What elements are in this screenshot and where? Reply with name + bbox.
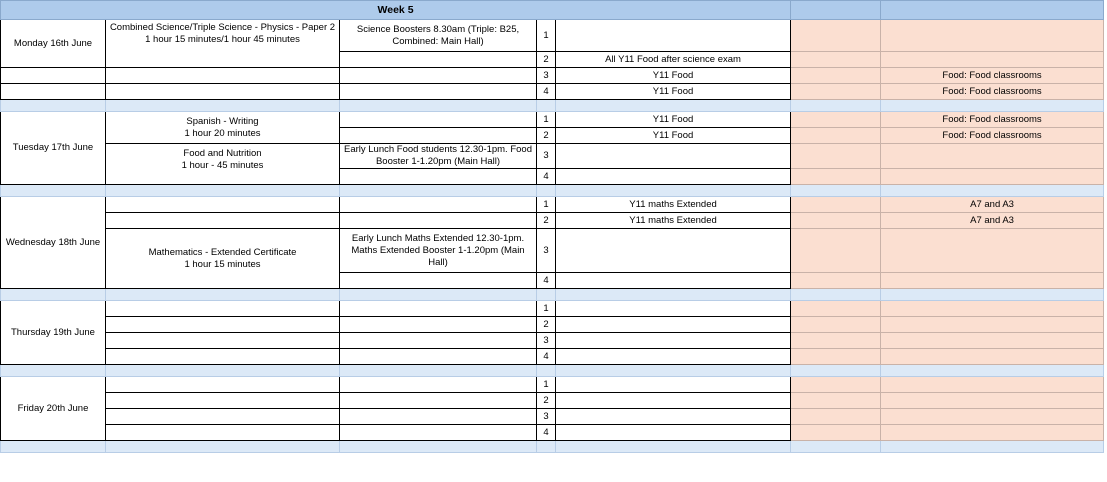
period-number: 1 [537, 377, 556, 393]
booster-cell [340, 197, 537, 213]
exam-duration: 1 hour 15 minutes/1 hour 45 minutes [145, 34, 300, 45]
group-cell [556, 425, 791, 441]
exam-cell [106, 229, 340, 289]
pink-cell [791, 349, 881, 365]
exam-cell [106, 317, 340, 333]
room-cell: Food: Food classrooms [881, 112, 1104, 128]
period-number: 1 [537, 20, 556, 52]
group-cell [556, 301, 791, 317]
group-cell [556, 349, 791, 365]
period-number: 4 [537, 84, 556, 100]
exam-title: Mathematics - Extended Certificate [148, 246, 297, 258]
separator-row [1, 289, 1104, 301]
room-cell [881, 169, 1104, 185]
period-number: 1 [537, 301, 556, 317]
group-cell: Y11 Food [556, 68, 791, 84]
exam-duration: 1 hour 20 minutes [184, 127, 261, 139]
table-row [1, 20, 1104, 52]
exam-duration: 1 hour - 45 minutes [181, 160, 264, 171]
separator-row [1, 365, 1104, 377]
pink-cell [791, 197, 881, 213]
exam-cell [106, 112, 340, 144]
group-cell [556, 393, 791, 409]
pink-cell [791, 425, 881, 441]
room-cell [881, 144, 1104, 169]
period-number: 2 [537, 52, 556, 68]
group-cell [556, 317, 791, 333]
period-number: 4 [537, 169, 556, 185]
room-cell [881, 273, 1104, 289]
exam-cell [106, 84, 340, 100]
table-row [1, 84, 1104, 100]
booster-cell [340, 317, 537, 333]
group-cell [556, 229, 791, 273]
period-number: 2 [537, 128, 556, 144]
booster-cell [340, 52, 537, 68]
exam-cell [106, 20, 340, 68]
separator-row [1, 100, 1104, 112]
pink-cell [791, 273, 881, 289]
header-cell [881, 1, 1104, 20]
room-cell [881, 52, 1104, 68]
day-cell [1, 84, 106, 100]
day-label: Friday 20th June [1, 377, 106, 441]
group-cell [556, 409, 791, 425]
table-row [1, 112, 1104, 128]
pink-cell [791, 393, 881, 409]
booster-cell [340, 213, 537, 229]
header-cell [791, 1, 881, 20]
booster-cell [340, 301, 537, 317]
period-number: 1 [537, 197, 556, 213]
exam-cell [106, 333, 340, 349]
group-cell [556, 273, 791, 289]
pink-cell [791, 169, 881, 185]
day-label: Tuesday 17th June [1, 112, 106, 185]
period-number: 3 [537, 409, 556, 425]
room-cell [881, 425, 1104, 441]
group-cell [556, 20, 791, 52]
pink-cell [791, 112, 881, 128]
table-row [1, 197, 1104, 213]
table-row [1, 317, 1104, 333]
header-row [1, 1, 1104, 20]
pink-cell [791, 377, 881, 393]
room-cell [881, 349, 1104, 365]
exam-cell [106, 213, 340, 229]
room-cell: A7 and A3 [881, 213, 1104, 229]
room-cell [881, 301, 1104, 317]
booster-cell [340, 169, 537, 185]
booster-cell [340, 377, 537, 393]
exam-cell [106, 301, 340, 317]
room-cell [881, 393, 1104, 409]
group-cell [556, 333, 791, 349]
group-cell [556, 144, 791, 169]
booster-cell: Science Boosters 8.30am (Triple: B25, Combined: Main Hall) [340, 20, 537, 52]
pink-cell [791, 20, 881, 52]
pink-cell [791, 213, 881, 229]
pink-cell [791, 128, 881, 144]
booster-cell [340, 349, 537, 365]
pink-cell [791, 301, 881, 317]
day-cell [1, 68, 106, 84]
pink-cell [791, 144, 881, 169]
exam-cell [106, 144, 340, 185]
group-cell: Y11 Food [556, 84, 791, 100]
booster-cell [340, 128, 537, 144]
room-cell [881, 377, 1104, 393]
exam-title: Combined Science/Triple Science - Physics - Paper 2 [109, 22, 336, 33]
booster-cell [340, 68, 537, 84]
booster-cell: Early Lunch Food students 12.30-1pm. Food Booster 1-1.20pm (Main Hall) [340, 144, 537, 169]
booster-cell [340, 84, 537, 100]
pink-cell [791, 409, 881, 425]
day-label: Thursday 19th June [1, 301, 106, 365]
pink-cell [791, 84, 881, 100]
group-cell [556, 377, 791, 393]
room-cell: Food: Food classrooms [881, 68, 1104, 84]
group-cell: Y11 maths Extended [556, 197, 791, 213]
room-cell: Food: Food classrooms [881, 128, 1104, 144]
table-row [1, 333, 1104, 349]
table-row [1, 349, 1104, 365]
period-number: 3 [537, 68, 556, 84]
day-label: Wednesday 18th June [1, 197, 106, 289]
period-number: 2 [537, 317, 556, 333]
room-cell [881, 20, 1104, 52]
exam-cell [106, 377, 340, 393]
pink-cell [791, 52, 881, 68]
table-row [1, 301, 1104, 317]
table-row [1, 393, 1104, 409]
period-number: 3 [537, 333, 556, 349]
room-cell [881, 333, 1104, 349]
pink-cell [791, 68, 881, 84]
table-row [1, 213, 1104, 229]
exam-cell [106, 393, 340, 409]
booster-cell: Early Lunch Maths Extended 12.30-1pm. Maths Extended Booster 1-1.20pm (Main Hall) [340, 229, 537, 273]
period-number: 3 [537, 229, 556, 273]
table-row [1, 425, 1104, 441]
room-cell: A7 and A3 [881, 197, 1104, 213]
table-row [1, 409, 1104, 425]
period-number: 4 [537, 273, 556, 289]
pink-cell [791, 229, 881, 273]
period-number: 2 [537, 213, 556, 229]
room-cell [881, 317, 1104, 333]
group-cell: All Y11 Food after science exam [556, 52, 791, 68]
period-number: 1 [537, 112, 556, 128]
separator-row [1, 441, 1104, 453]
table-row [1, 377, 1104, 393]
booster-cell [340, 393, 537, 409]
exam-cell [106, 68, 340, 84]
exam-title: Food and Nutrition [183, 148, 262, 159]
table-row [1, 144, 1104, 169]
exam-title: Spanish - Writing [186, 115, 259, 127]
exam-cell [106, 197, 340, 213]
period-number: 3 [537, 144, 556, 169]
period-number: 4 [537, 425, 556, 441]
group-cell [556, 169, 791, 185]
booster-cell [340, 409, 537, 425]
exam-cell [106, 425, 340, 441]
exam-duration: 1 hour 15 minutes [184, 258, 261, 270]
table-row [1, 229, 1104, 273]
room-cell [881, 229, 1104, 273]
group-cell: Y11 Food [556, 128, 791, 144]
pink-cell [791, 317, 881, 333]
group-cell: Y11 Food [556, 112, 791, 128]
period-number: 2 [537, 393, 556, 409]
group-cell: Y11 maths Extended [556, 213, 791, 229]
exam-cell [106, 349, 340, 365]
separator-row [1, 185, 1104, 197]
week-title: Week 5 [1, 1, 791, 20]
booster-cell [340, 425, 537, 441]
booster-cell [340, 333, 537, 349]
booster-cell [340, 273, 537, 289]
room-cell [881, 409, 1104, 425]
room-cell: Food: Food classrooms [881, 84, 1104, 100]
day-label: Monday 16th June [1, 20, 106, 68]
booster-cell [340, 112, 537, 128]
pink-cell [791, 333, 881, 349]
table-row [1, 68, 1104, 84]
period-number: 4 [537, 349, 556, 365]
exam-cell [106, 409, 340, 425]
